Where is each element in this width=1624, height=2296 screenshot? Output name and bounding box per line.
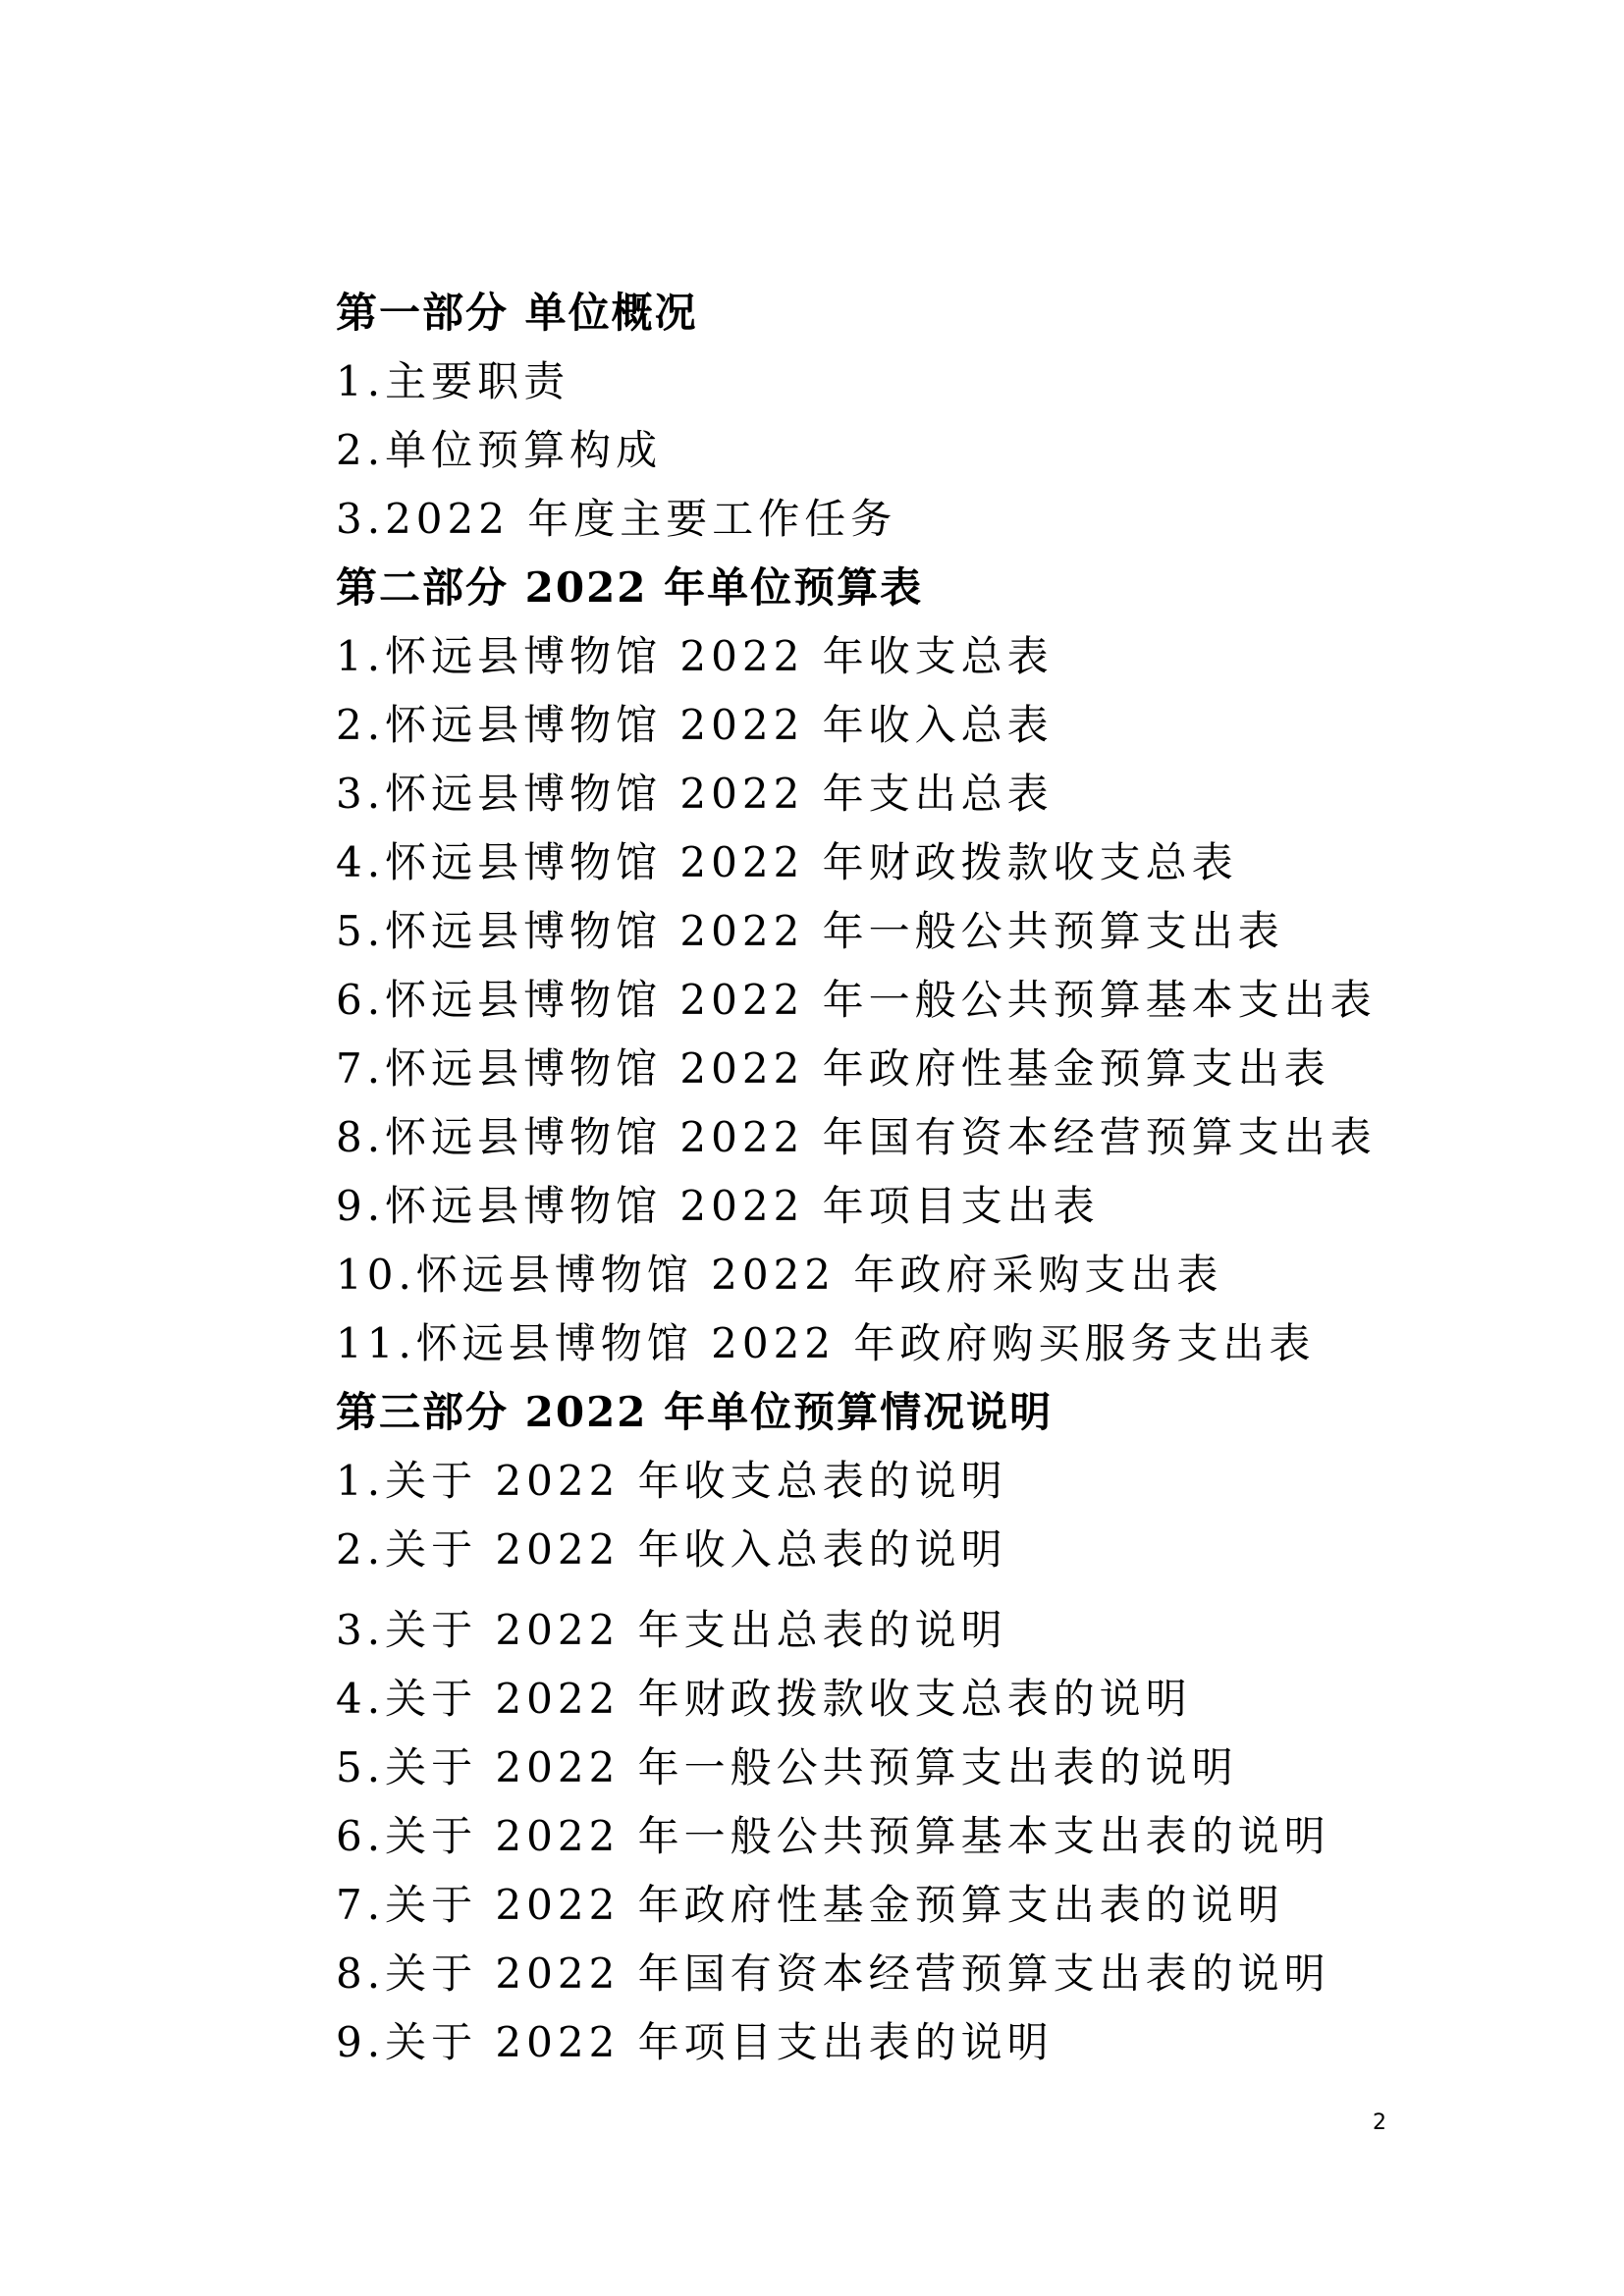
part1-heading: 第一部分 单位概况 <box>336 289 698 337</box>
part1-item-1: 1.主要职责 <box>336 357 570 405</box>
part1-item-2: 2.单位预算构成 <box>336 426 663 474</box>
table-of-contents <box>336 279 1377 2077</box>
part3-item-8: 8.关于 2022 年国有资本经营预算支出表的说明 <box>336 1949 1330 1998</box>
part1-item-3: 3.2022 年度主要工作任务 <box>336 495 897 543</box>
part2-item-8: 8.怀远县博物馆 2022 年国有资本经营预算支出表 <box>336 1113 1377 1161</box>
part2-item-10: 10.怀远县博物馆 2022 年政府采购支出表 <box>336 1251 1223 1299</box>
part2-item-9: 9.怀远县博物馆 2022 年项目支出表 <box>336 1182 1100 1230</box>
part3-heading: 第三部分 2022 年单位预算情况说明 <box>336 1388 1054 1436</box>
part3-item-6: 6.关于 2022 年一般公共预算基本支出表的说明 <box>336 1812 1330 1860</box>
part3-item-2: 2.关于 2022 年收入总表的说明 <box>336 1525 1007 1574</box>
part3-item-3: 3.关于 2022 年支出总表的说明 <box>336 1606 1007 1654</box>
part2-item-1: 1.怀远县博物馆 2022 年收支总表 <box>336 632 1054 680</box>
page-number: 2 <box>1373 2110 1386 2135</box>
part3-item-4: 4.关于 2022 年财政拨款收支总表的说明 <box>336 1675 1192 1723</box>
part3-item-5: 5.关于 2022 年一般公共预算支出表的说明 <box>336 1743 1238 1791</box>
part2-item-5: 5.怀远县博物馆 2022 年一般公共预算支出表 <box>336 907 1284 955</box>
part3-item-1: 1.关于 2022 年收支总表的说明 <box>336 1457 1007 1505</box>
part2-item-6: 6.怀远县博物馆 2022 年一般公共预算基本支出表 <box>336 976 1377 1024</box>
part2-item-7: 7.怀远县博物馆 2022 年政府性基金预算支出表 <box>336 1044 1330 1093</box>
part2-item-4: 4.怀远县博物馆 2022 年财政拨款收支总表 <box>336 838 1238 886</box>
part3-item-7: 7.关于 2022 年政府性基金预算支出表的说明 <box>336 1881 1284 1929</box>
part2-item-3: 3.怀远县博物馆 2022 年支出总表 <box>336 770 1054 818</box>
part2-heading: 第二部分 2022 年单位预算表 <box>336 563 924 612</box>
part3-item-9: 9.关于 2022 年项目支出表的说明 <box>336 2018 1054 2066</box>
part2-item-2: 2.怀远县博物馆 2022 年收入总表 <box>336 701 1054 749</box>
part2-item-11: 11.怀远县博物馆 2022 年政府购买服务支出表 <box>336 1319 1316 1367</box>
